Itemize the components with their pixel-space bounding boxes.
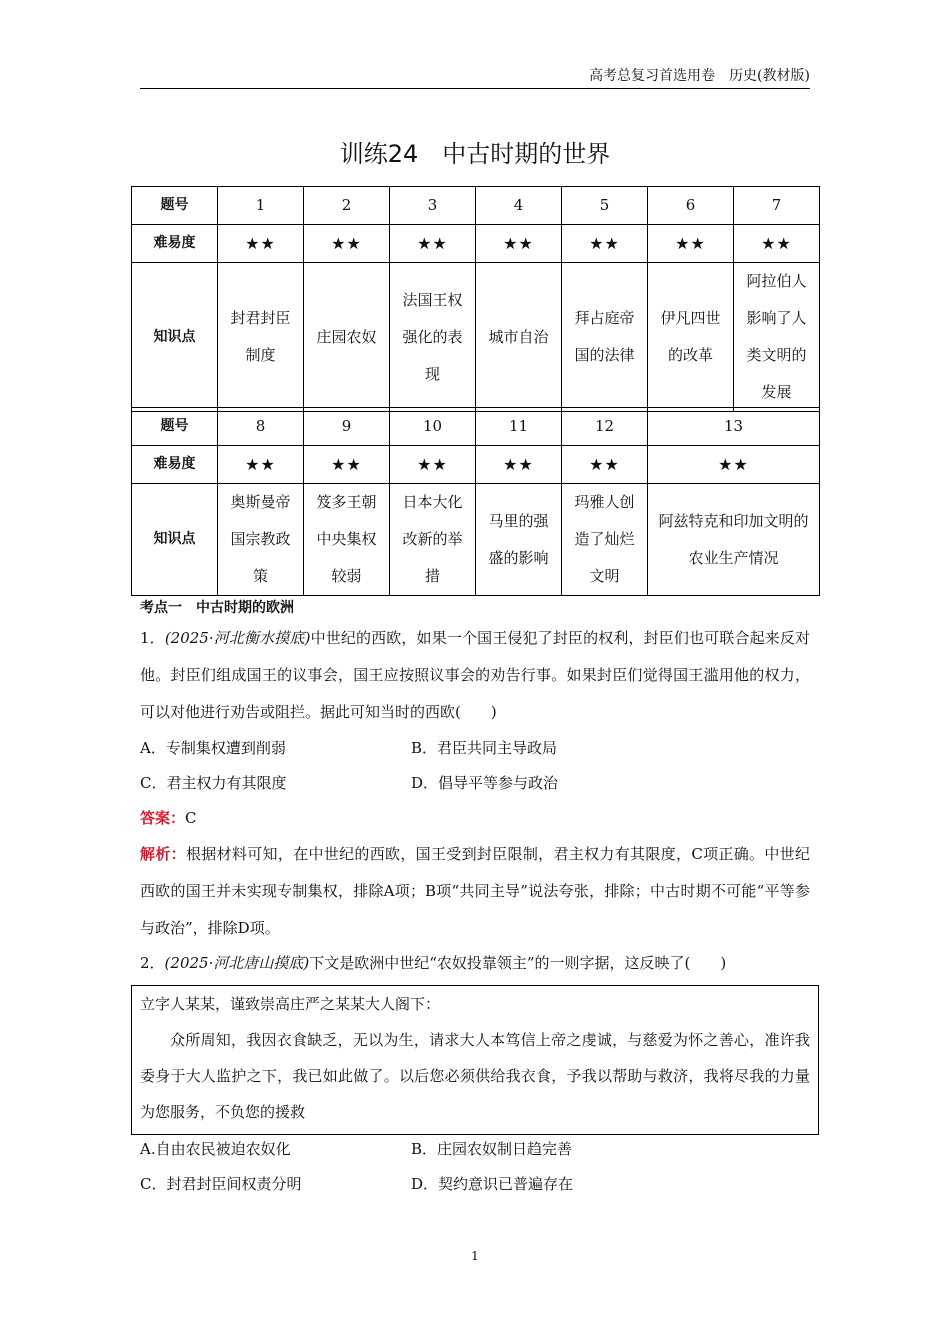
question-source: (2025·河北衡水摸底) bbox=[164, 629, 311, 647]
question-2-stem bbox=[140, 945, 810, 982]
option-b: B．庄园农奴制日趋完善 bbox=[411, 1140, 573, 1158]
question-number: 1． bbox=[140, 629, 165, 647]
cell-stars: ★★ bbox=[562, 446, 648, 484]
question-1-stem bbox=[140, 620, 810, 731]
cell-knowledge: 庄园农奴 bbox=[304, 263, 390, 412]
cell-number: 12 bbox=[562, 408, 648, 446]
cell-stars: ★★ bbox=[304, 446, 390, 484]
cell-number: 4 bbox=[476, 187, 562, 225]
analysis-paragraph bbox=[140, 836, 810, 947]
option-d: D．契约意识已普遍存在 bbox=[411, 1175, 574, 1193]
option-a: A.自由农民被迫农奴化 bbox=[140, 1140, 291, 1158]
cell-number: 8 bbox=[218, 408, 304, 446]
answer-value: C bbox=[185, 809, 197, 827]
table-row-number bbox=[132, 408, 820, 446]
table-row-difficulty bbox=[132, 225, 820, 263]
cell-stars: ★★ bbox=[476, 225, 562, 263]
header-text: 高考总复习首选用卷 历史(教材版) bbox=[589, 68, 810, 84]
label-knowledge: 知识点 bbox=[132, 484, 218, 596]
cell-knowledge: 奥斯曼帝国宗教政策 bbox=[218, 484, 304, 596]
cell-stars: ★★ bbox=[218, 446, 304, 484]
source-material-box bbox=[131, 985, 819, 1135]
label-knowledge: 知识点 bbox=[132, 263, 218, 412]
cell-knowledge: 阿兹特克和印加文明的农业生产情况 bbox=[648, 484, 820, 596]
table-difficulty-1-7 bbox=[131, 186, 820, 412]
cell-knowledge: 封君封臣制度 bbox=[218, 263, 304, 412]
cell-knowledge: 拜占庭帝国的法律 bbox=[562, 263, 648, 412]
cell-stars: ★★ bbox=[390, 446, 476, 484]
cell-number: 13 bbox=[648, 408, 820, 446]
cell-knowledge: 笈多王朝中央集权较弱 bbox=[304, 484, 390, 596]
cell-number: 1 bbox=[218, 187, 304, 225]
answer-label: 答案： bbox=[140, 809, 186, 827]
option-a: A．专制集权遭到削弱 bbox=[140, 739, 286, 757]
cell-stars: ★★ bbox=[476, 446, 562, 484]
cell-number: 6 bbox=[648, 187, 734, 225]
table-row-number bbox=[132, 187, 820, 225]
cell-stars: ★★ bbox=[218, 225, 304, 263]
question-text: 下文是欧洲中世纪“农奴投靠领主”的一则字据，这反映了( ) bbox=[309, 954, 727, 972]
cell-knowledge: 日本大化改新的举措 bbox=[390, 484, 476, 596]
question-source: (2025·河北唐山摸底) bbox=[164, 954, 310, 972]
cell-knowledge: 伊凡四世的改革 bbox=[648, 263, 734, 412]
cell-stars: ★★ bbox=[648, 446, 820, 484]
cell-number: 9 bbox=[304, 408, 390, 446]
cell-stars: ★★ bbox=[734, 225, 820, 263]
cell-number: 7 bbox=[734, 187, 820, 225]
cell-number: 3 bbox=[390, 187, 476, 225]
answer-line bbox=[140, 800, 810, 837]
cell-knowledge: 阿拉伯人影响了人类文明的发展 bbox=[734, 263, 820, 412]
page-number: 1 bbox=[471, 1249, 479, 1263]
analysis-label: 解析： bbox=[140, 845, 186, 863]
cell-number: 2 bbox=[304, 187, 390, 225]
option-c: C．君主权力有其限度 bbox=[140, 774, 287, 792]
option-d: D．倡导平等参与政治 bbox=[411, 774, 559, 792]
option-b: B．君臣共同主导政局 bbox=[411, 739, 558, 757]
table-difficulty-8-13 bbox=[131, 407, 820, 596]
cell-knowledge: 城市自治 bbox=[476, 263, 562, 412]
cell-stars: ★★ bbox=[390, 225, 476, 263]
cell-stars: ★★ bbox=[562, 225, 648, 263]
material-paragraph: 众所周知，我因衣食缺乏，无以为生，请求大人本笃信上帝之虔诚，与慈爱为怀之善心，准许我委身于大人监护之下，我已如此做了。以后您必须供给我衣食，予我以帮助与救济，我将尽我的力量为您服务，不负您的援救 bbox=[140, 1031, 810, 1121]
label-number: 题号 bbox=[132, 187, 218, 225]
table-row-knowledge bbox=[132, 263, 820, 412]
cell-stars: ★★ bbox=[304, 225, 390, 263]
cell-knowledge: 马里的强盛的影响 bbox=[476, 484, 562, 596]
label-number: 题号 bbox=[132, 408, 218, 446]
cell-knowledge: 玛雅人创造了灿烂文明 bbox=[562, 484, 648, 596]
material-line: 立字人某某，谨致崇高庄严之某某大人阁下： bbox=[140, 995, 441, 1013]
cell-stars: ★★ bbox=[648, 225, 734, 263]
option-c: C．封君封臣间权责分明 bbox=[140, 1175, 302, 1193]
cell-number: 5 bbox=[562, 187, 648, 225]
cell-knowledge: 法国王权强化的表现 bbox=[390, 263, 476, 412]
page-title: 训练24 中古时期的世界 bbox=[339, 140, 611, 168]
question-number: 2． bbox=[140, 954, 165, 972]
label-difficulty: 难易度 bbox=[132, 446, 218, 484]
label-difficulty: 难易度 bbox=[132, 225, 218, 263]
cell-number: 10 bbox=[390, 408, 476, 446]
table-row-knowledge bbox=[132, 484, 820, 596]
analysis-text: 根据材料可知，在中世纪的西欧，国王受到封臣限制，君主权力有其限度，C项正确。中世纪西欧的国王并未实现专制集权，排除A项；B项“共同主导”说法夸张，排除；中古时期不可能“平等参与政治”，排除D项。 bbox=[140, 845, 810, 937]
table-row-difficulty bbox=[132, 446, 820, 484]
section-heading: 考点一 中古时期的欧洲 bbox=[140, 600, 294, 616]
page-header bbox=[140, 66, 810, 89]
cell-number: 11 bbox=[476, 408, 562, 446]
question-text: 中世纪的西欧，如果一个国王侵犯了封臣的权利，封臣们也可联合起来反对他。封臣们组成国王的议事会，国王应按照议事会的劝告行事。如果封臣们觉得国王滥用他的权力，可以对他进行劝告或阻拦。据此可知当时的西欧( ) bbox=[140, 629, 810, 721]
